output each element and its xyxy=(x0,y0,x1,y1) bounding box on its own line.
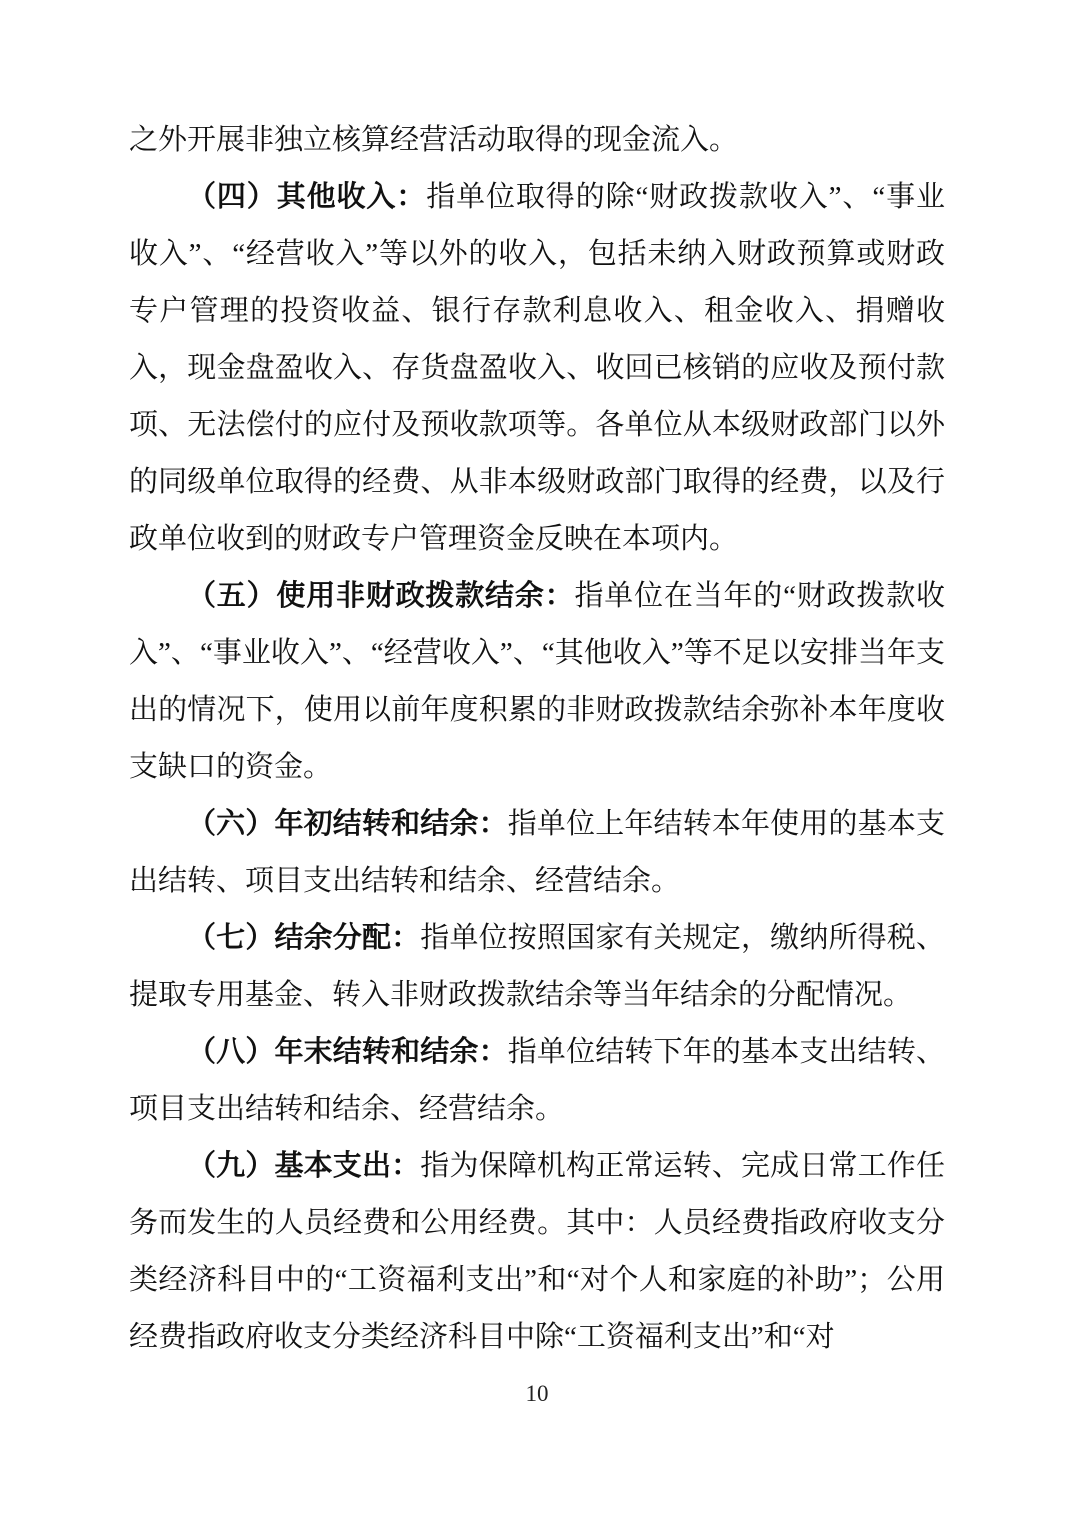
paragraph-lead: （八）年末结转和结余： xyxy=(187,1036,508,1068)
paragraph-use-of-non-fiscal-balance xyxy=(129,568,945,796)
page-number: 10 xyxy=(525,1381,549,1406)
paragraph-body: 指为保障机构正常运转、完成日常工作任务而发生的人员经费和公用经费。其中：人员经费指政府收支分类经济科目中的“工资福利支出”和“对个人和家庭的补助”；公用经费指政府收支分类经济科目中除“工资福利支出”和“对 xyxy=(129,1150,945,1353)
paragraph-continuation xyxy=(129,112,945,169)
paragraph-lead: （七）结余分配： xyxy=(187,922,421,954)
paragraph-lead: （六）年初结转和结余： xyxy=(187,808,508,840)
paragraph-lead: （九）基本支出： xyxy=(187,1150,421,1182)
paragraph-basic-expenditure xyxy=(129,1138,945,1366)
paragraph-lead: （四）其他收入： xyxy=(187,181,427,213)
paragraph-beginning-year-carryover xyxy=(129,796,945,910)
paragraph-body: 指单位按照国家有关规定，缴纳所得税、提取专用基金、转入非财政拨款结余等当年结余的分配情况。 xyxy=(129,922,945,1011)
paragraph-year-end-carryover xyxy=(129,1024,945,1138)
paragraph-body: 指单位取得的除“财政拨款收入”、“事业收入”、“经营收入”等以外的收入，包括未纳入财政预算或财政专户管理的投资收益、银行存款利息收入、租金收入、捐赠收入，现金盘盈收入、存货盘盈收入、收回已核销的应收及预付款项、无法偿付的应付及预收款项等。各单位从本级财政部门以外的同级单位取得的经费、从非本级财政部门取得的经费，以及行政单位收到的财政专户管理资金反映在本项内。 xyxy=(129,181,945,555)
paragraph-lead: （五）使用非财政拨款结余： xyxy=(187,580,575,612)
paragraph-body: 指单位在当年的“财政拨款收入”、“事业收入”、“经营收入”、“其他收入”等不足以安排当年支出的情况下，使用以前年度积累的非财政拨款结余弥补本年度收支缺口的资金。 xyxy=(129,580,945,783)
paragraph-body: 之外开展非独立核算经营活动取得的现金流入。 xyxy=(129,124,739,156)
paragraph-body: 指单位结转下年的基本支出结转、项目支出结转和结余、经营结余。 xyxy=(129,1036,945,1125)
paragraph-balance-distribution xyxy=(129,910,945,1024)
paragraph-body: 指单位上年结转本年使用的基本支出结转、项目支出结转和结余、经营结余。 xyxy=(129,808,945,897)
paragraph-other-income xyxy=(129,169,945,568)
document-body xyxy=(129,112,945,1366)
